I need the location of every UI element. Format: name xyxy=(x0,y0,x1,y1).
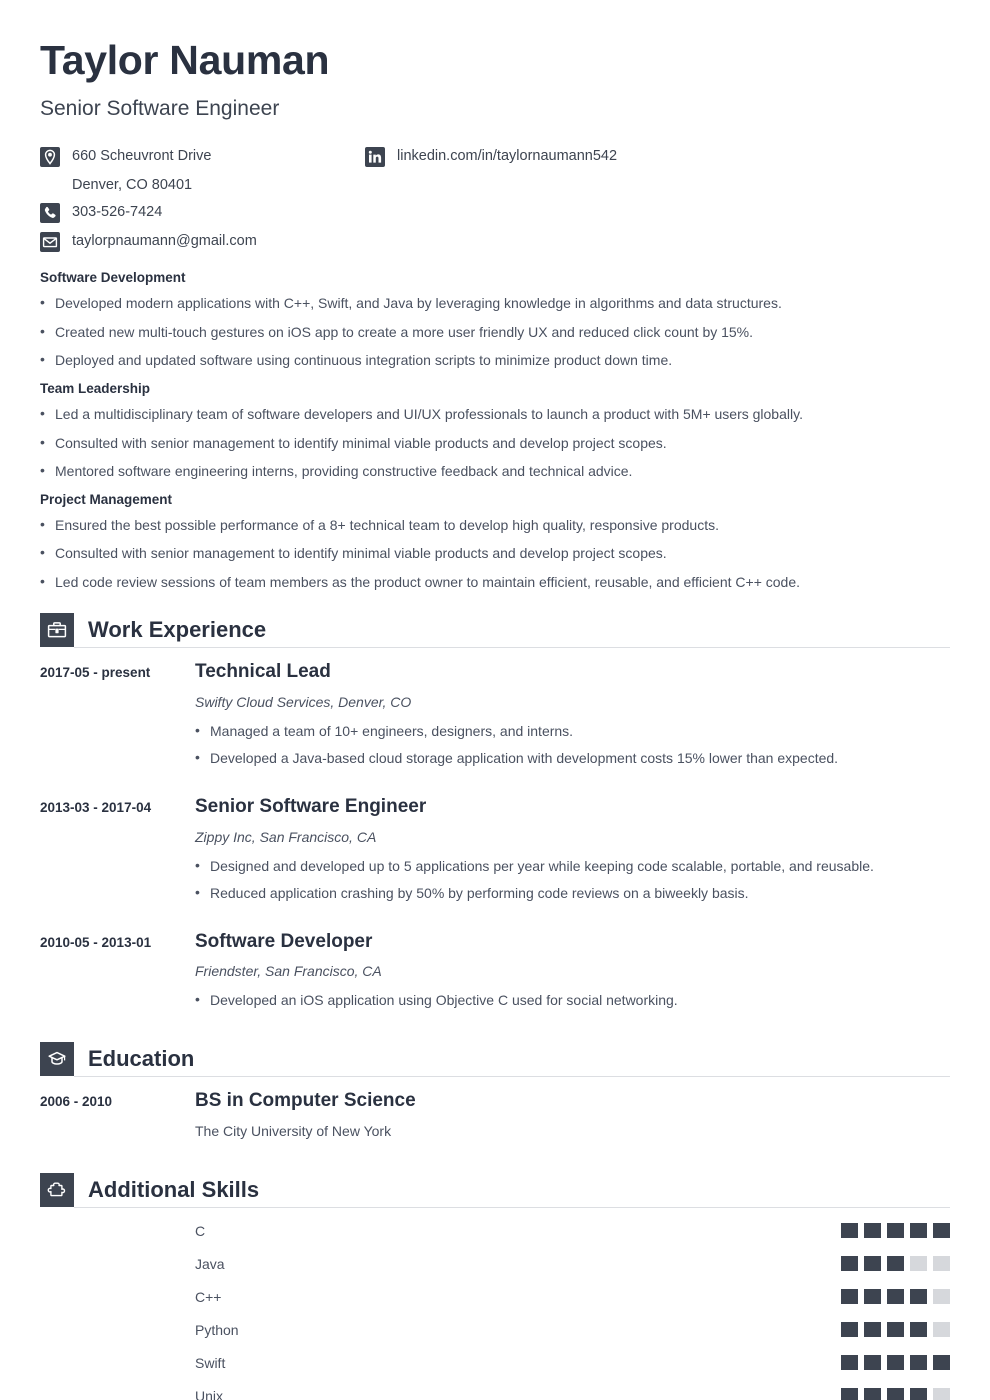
summary-group-heading: Team Leadership xyxy=(40,380,151,396)
summary-bullet: • Developed modern applications with C++, Swift, and Java by leveraging knowledge in algorithms and data structures. xyxy=(40,295,950,313)
contact-column-right xyxy=(365,146,617,175)
rating-square-filled xyxy=(864,1289,881,1304)
skill-row xyxy=(40,1223,950,1238)
rating-square-filled xyxy=(841,1223,858,1238)
puzzle-piece-icon xyxy=(40,1173,74,1207)
entry-subtitle: The City University of New York xyxy=(195,1122,392,1139)
skill-name: Unix xyxy=(195,1387,224,1400)
rating-square-filled xyxy=(910,1289,927,1304)
summary-bullet: • Ensured the best possible performance of a 8+ technical team to develop high quality, responsive products. xyxy=(40,517,950,535)
job-title: Senior Software Engineer xyxy=(40,97,280,121)
entry-title: Technical Lead xyxy=(195,661,331,683)
entry-body xyxy=(195,1090,950,1152)
entry-subtitle: Zippy Inc, San Francisco, CA xyxy=(195,828,377,845)
work-entries xyxy=(40,661,950,1019)
work-experience-section xyxy=(40,613,950,1019)
rating-square-filled xyxy=(864,1256,881,1271)
entry-title: Senior Software Engineer xyxy=(195,795,427,817)
entry-body xyxy=(195,661,950,778)
rating-square-filled xyxy=(887,1388,904,1400)
entry-title: Software Developer xyxy=(195,930,373,952)
location-pin-icon xyxy=(40,147,60,167)
skill-row xyxy=(40,1256,950,1271)
section-header xyxy=(40,1042,950,1076)
rating-square-filled xyxy=(841,1289,858,1304)
summary-group xyxy=(40,492,950,592)
rating-square-filled xyxy=(933,1223,950,1238)
education-section xyxy=(40,1042,950,1152)
additional-skills-section xyxy=(40,1173,950,1400)
entry-bullet: • Reduced application crashing by 50% by performing code reviews on a biweekly basis. xyxy=(195,885,950,903)
rating-square-empty xyxy=(910,1256,927,1271)
skill-row xyxy=(40,1355,950,1370)
phone-icon xyxy=(40,203,60,223)
rating-square-empty xyxy=(933,1289,950,1304)
contact-linkedin[interactable] xyxy=(365,146,617,168)
summary-bullet: • Mentored software engineering interns, providing constructive feedback and technical advice. xyxy=(40,463,950,481)
briefcase-icon xyxy=(40,613,74,647)
entry-bullet: • Developed an iOS application using Objective C used for social networking. xyxy=(195,992,950,1010)
summary-group-heading: Software Development xyxy=(40,270,186,286)
rating-square-filled xyxy=(864,1388,881,1400)
entry-bullet: • Managed a team of 10+ engineers, designers, and interns. xyxy=(195,723,950,741)
rating-square-filled xyxy=(910,1223,927,1238)
skill-row xyxy=(40,1322,950,1337)
rating-square-filled xyxy=(887,1355,904,1370)
phone-value: 303-526-7424 xyxy=(72,204,163,221)
skill-rating xyxy=(841,1289,950,1304)
work-entry xyxy=(40,796,950,913)
summary-bullet: • Consulted with senior management to identify minimal viable products and develop project scopes. xyxy=(40,435,950,453)
entry-date: 2013-03 - 2017-04 xyxy=(40,799,152,815)
rating-square-filled xyxy=(841,1388,858,1400)
skill-row xyxy=(40,1289,950,1304)
graduation-cap-icon xyxy=(40,1042,74,1076)
rating-square-filled xyxy=(864,1223,881,1238)
entry-date: 2010-05 - 2013-01 xyxy=(40,934,152,950)
contact-address xyxy=(40,146,257,168)
section-title: Education xyxy=(88,1045,195,1071)
contact-email[interactable] xyxy=(40,231,257,253)
section-divider xyxy=(74,1207,950,1208)
contact-block xyxy=(40,146,950,254)
rating-square-filled xyxy=(841,1355,858,1370)
summary-bullet: • Consulted with senior management to identify minimal viable products and develop project scopes. xyxy=(40,545,950,563)
rating-square-empty xyxy=(933,1256,950,1271)
skill-row xyxy=(40,1388,950,1400)
skills-list xyxy=(40,1223,950,1400)
rating-square-filled xyxy=(841,1322,858,1337)
entry-bullet: • Designed and developed up to 5 applications per year while keeping code scalable, portable, and reusable. xyxy=(195,858,950,876)
rating-square-filled xyxy=(864,1322,881,1337)
summary-group xyxy=(40,381,950,481)
rating-square-filled xyxy=(887,1256,904,1271)
education-entries xyxy=(40,1090,950,1152)
skill-name: Swift xyxy=(195,1354,226,1371)
skill-name: Python xyxy=(195,1321,239,1338)
entry-date: 2006 - 2010 xyxy=(40,1093,113,1109)
skill-name: Java xyxy=(195,1255,225,1272)
rating-square-empty xyxy=(933,1322,950,1337)
skill-rating xyxy=(841,1256,950,1271)
email-value: taylorpnaumann@gmail.com xyxy=(72,233,257,250)
linkedin-value: linkedin.com/in/taylornaumann542 xyxy=(397,148,618,165)
rating-square-filled xyxy=(887,1322,904,1337)
entry-bullet: • Developed a Java-based cloud storage application with development costs 15% lower than expected. xyxy=(195,750,950,768)
section-title: Additional Skills xyxy=(88,1177,260,1203)
entry-date: 2017-05 - present xyxy=(40,665,151,681)
section-header xyxy=(40,613,950,647)
skill-rating xyxy=(841,1223,950,1238)
summary-group xyxy=(40,270,950,370)
entry-subtitle: Friendster, San Francisco, CA xyxy=(195,963,382,980)
linkedin-icon xyxy=(365,147,385,167)
rating-square-filled xyxy=(910,1355,927,1370)
summary-bullet: • Led a multidisciplinary team of software developers and UI/UX professionals to launch a product with 5M+ users globally. xyxy=(40,406,950,424)
work-entry xyxy=(40,931,950,1020)
entry-title: BS in Computer Science xyxy=(195,1089,416,1111)
work-entry xyxy=(40,661,950,778)
entry-body xyxy=(195,796,950,913)
skill-name: C++ xyxy=(195,1288,222,1305)
address-line-1: 660 Scheuvront Drive xyxy=(72,148,212,165)
education-entry xyxy=(40,1090,950,1152)
skill-rating xyxy=(841,1322,950,1337)
summary-bullet: • Deployed and updated software using continuous integration scripts to minimize product down time. xyxy=(40,352,950,370)
summary-group-heading: Project Management xyxy=(40,491,173,507)
rating-square-filled xyxy=(887,1223,904,1238)
section-header xyxy=(40,1173,950,1207)
contact-column-left xyxy=(40,146,257,260)
summary-bullet: • Led code review sessions of team members as the product owner to maintain efficient, reusable, and efficient C++ code. xyxy=(40,574,950,592)
rating-square-filled xyxy=(910,1388,927,1400)
rating-square-filled xyxy=(864,1355,881,1370)
skill-rating xyxy=(841,1388,950,1400)
skill-name: C xyxy=(195,1222,206,1239)
rating-square-filled xyxy=(887,1289,904,1304)
section-title: Work Experience xyxy=(88,617,267,643)
rating-square-empty xyxy=(933,1388,950,1400)
section-divider xyxy=(74,647,950,648)
envelope-icon xyxy=(40,232,60,252)
section-divider xyxy=(74,1076,950,1077)
rating-square-filled xyxy=(910,1322,927,1337)
summary-bullet: • Created new multi-touch gestures on iOS app to create a more user friendly UX and reduced click count by 15%. xyxy=(40,324,950,342)
address-line-2: Denver, CO 80401 xyxy=(72,177,193,194)
rating-square-filled xyxy=(841,1256,858,1271)
skill-rating xyxy=(841,1355,950,1370)
entry-subtitle: Swifty Cloud Services, Denver, CO xyxy=(195,694,412,711)
entry-body xyxy=(195,931,950,1020)
rating-square-filled xyxy=(933,1355,950,1370)
page-title: Taylor Nauman xyxy=(40,37,330,83)
summary-section xyxy=(40,270,950,591)
contact-phone[interactable] xyxy=(40,202,257,224)
